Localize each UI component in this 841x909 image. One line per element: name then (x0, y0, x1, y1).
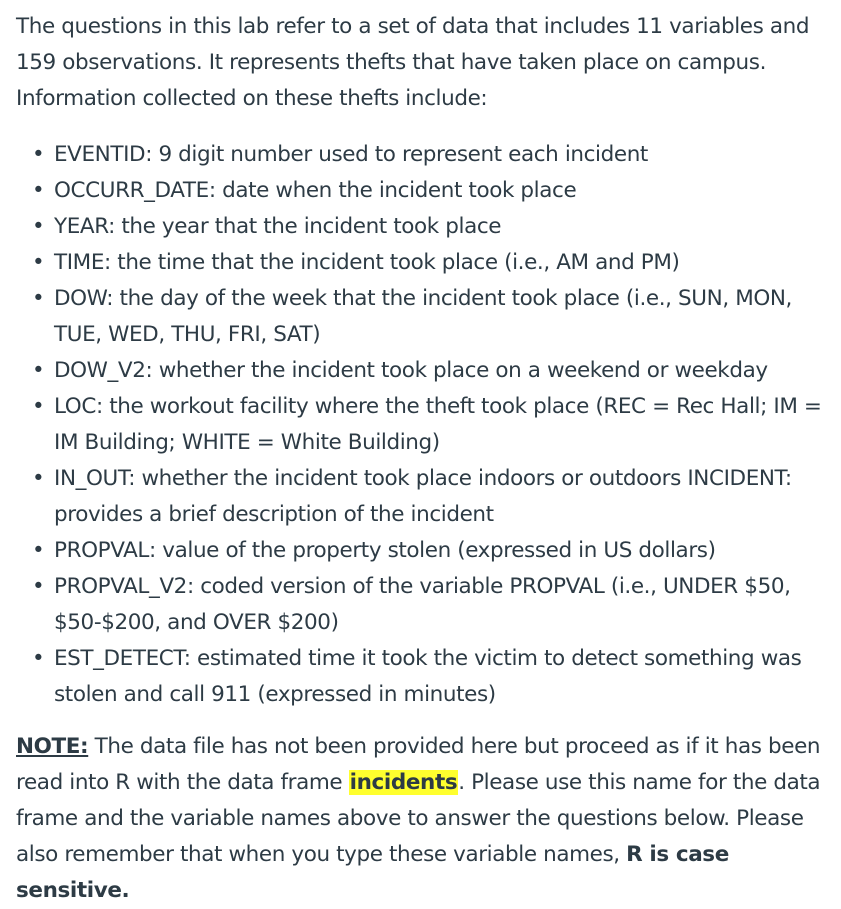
bullet-icon: • (32, 538, 45, 563)
list-item (32, 173, 825, 209)
bullet-icon: • (32, 214, 45, 239)
bullet-icon: • (32, 574, 45, 599)
intro-paragraph: The questions in this lab refer to a set of data that includes 11 variables and 159 observations. It represents thefts that have taken place on campus. Information collected on these thefts include: (16, 14, 810, 111)
list-item (32, 137, 825, 173)
variable-description: PROPVAL: value of the property stolen (expressed in US dollars) (54, 538, 716, 563)
variable-description: IN_OUT: whether the incident took place indoors or outdoors INCIDENT: provides a brief description of the incident (54, 466, 792, 527)
bullet-icon: • (32, 358, 45, 383)
bullet-icon: • (32, 142, 45, 167)
variable-description: TIME: the time that the incident took place (i.e., AM and PM) (54, 250, 680, 275)
list-item (32, 353, 825, 389)
bullet-icon: • (32, 466, 45, 491)
bullet-icon: • (32, 178, 45, 203)
case-sensitive-emphasis: R is case sensitive. (16, 842, 729, 903)
list-item (32, 209, 825, 245)
variable-description: DOW: the day of the week that the incident took place (i.e., SUN, MON, TUE, WED, THU, FRI, SAT) (54, 286, 792, 347)
data-frame-name-highlight: incidents (349, 770, 458, 795)
note-paragraph (16, 729, 825, 909)
note-text: The data file has not been provided here but proceed as if it has been read into R with the data frame (16, 734, 821, 795)
note-text-continued: . Please use this name for the data frame and the variable names above to answer the questions below. Please also remember that when you type these variable names, (16, 770, 821, 867)
variable-description: LOC: the workout facility where the theft took place (REC = Rec Hall; IM = IM Building; WHITE = White Building) (54, 394, 822, 455)
list-item (32, 389, 825, 461)
note-label: NOTE: (16, 734, 89, 759)
bullet-icon: • (32, 394, 45, 419)
variable-description: YEAR: the year that the incident took place (54, 214, 502, 239)
bullet-icon: • (32, 250, 45, 275)
variable-list (16, 137, 825, 713)
variable-description: OCCURR_DATE: date when the incident took place (54, 178, 577, 203)
variable-description: DOW_V2: whether the incident took place on a weekend or weekday (54, 358, 768, 383)
list-item (32, 245, 825, 281)
variable-description: EVENTID: 9 digit number used to represent each incident (54, 142, 648, 167)
bullet-icon: • (32, 286, 45, 311)
variable-description: PROPVAL_V2: coded version of the variable PROPVAL (i.e., UNDER $50, $50-$200, and OVER $200) (54, 574, 791, 635)
list-item (32, 641, 825, 713)
list-item (32, 533, 825, 569)
variable-description: EST_DETECT: estimated time it took the victim to detect something was stolen and call 911 (expressed in minutes) (54, 646, 802, 707)
list-item (32, 569, 825, 641)
list-item (32, 281, 825, 353)
list-item (32, 461, 825, 533)
bullet-icon: • (32, 646, 45, 671)
